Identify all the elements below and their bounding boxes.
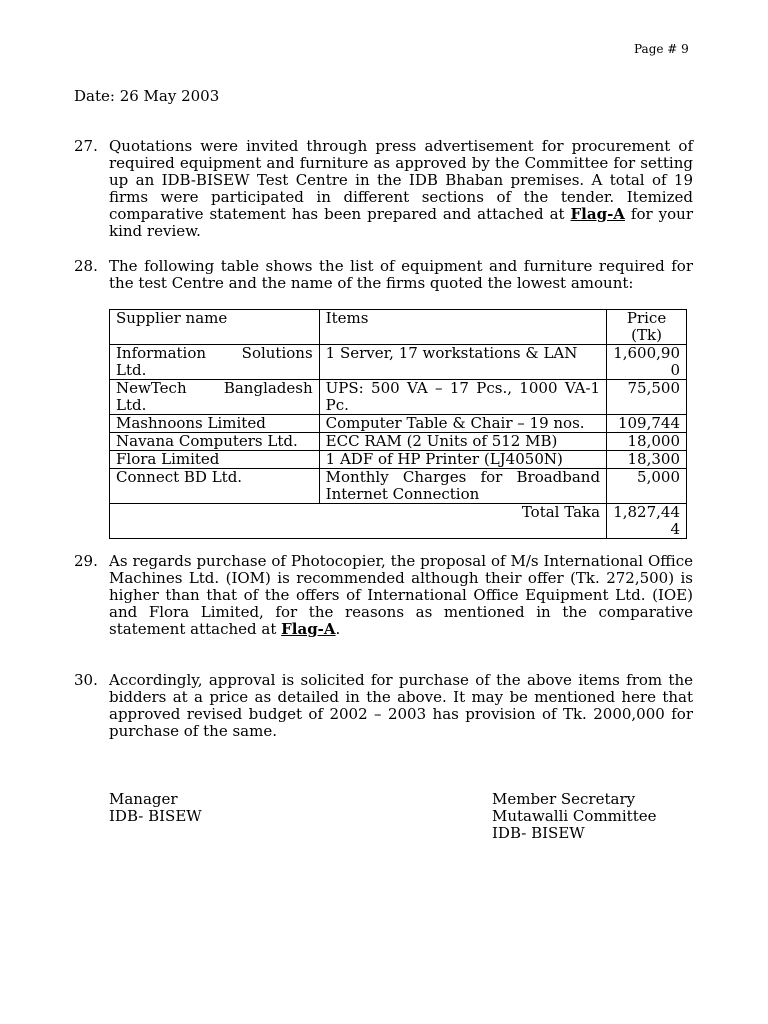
paragraph-text: Quotations were invited through press advertisement for procurement of required equipment and furniture as approved by the Committee for setting up an IDB-BISEW Test Centre in the IDB Bhaban premises. A total of 19 firms were participated in different sections of the tender. Itemized comparative statement has been prepared and attached at (109, 137, 693, 223)
paragraph-number: 30. (74, 671, 98, 689)
price-cell: 75,500 (607, 380, 687, 415)
table-total-row (110, 504, 687, 539)
supplier-cell: Mashnoons Limited (110, 415, 320, 433)
items-cell: ECC RAM (2 Units of 512 MB) (319, 433, 606, 451)
paragraph-number: 27. (74, 137, 98, 155)
flag-reference: Flag-A (281, 620, 336, 638)
items-cell: Monthly Charges for Broadband Internet Connection (319, 469, 606, 504)
supplier-cell: NewTech Bangladesh Ltd. (110, 380, 320, 415)
table-row (110, 415, 687, 433)
paragraph-body (109, 553, 693, 638)
supplier-cell: Connect BD Ltd. (110, 469, 320, 504)
items-cell: Computer Table & Chair – 19 nos. (319, 415, 606, 433)
paragraph-text: As regards purchase of Photocopier, the proposal of M/s International Office Machines Ltd. (IOM) is recommended although their offer (Tk. 272,500) is higher than that of the offers of International Office Equipment Ltd. (IOE) and Flora Limited, for the reasons as mentioned in the comparative statement attached at (109, 552, 693, 638)
paragraph-28 (74, 258, 693, 292)
price-cell: 18,300 (607, 451, 687, 469)
price-cell: 18,000 (607, 433, 687, 451)
signature-title: Manager (109, 790, 178, 808)
signature-org: IDB- BISEW (492, 824, 585, 842)
signature-manager (109, 791, 202, 825)
items-cell: UPS: 500 VA – 17 Pcs., 1000 VA-1 Pc. (319, 380, 606, 415)
table-row (110, 380, 687, 415)
price-cell: 109,744 (607, 415, 687, 433)
paragraph-number: 29. (74, 552, 98, 570)
paragraph-29 (74, 553, 693, 638)
total-label: Total Taka (110, 504, 607, 539)
table-row (110, 345, 687, 380)
document-date: Date: 26 May 2003 (74, 87, 220, 105)
signature-committee: Mutawalli Committee (492, 807, 657, 825)
total-value: 1,827,444 (607, 504, 687, 539)
signature-org: IDB- BISEW (109, 807, 202, 825)
signature-member-secretary (492, 791, 657, 842)
paragraph-text-end: . (335, 620, 341, 638)
paragraph-text-end: for your kind review. (109, 205, 694, 240)
table-row (110, 451, 687, 469)
paragraph-body (109, 138, 693, 240)
paragraph-body: Accordingly, approval is solicited for purchase of the above items from the bidders at a price as detailed in the above. It may be mentioned here that approved revised budget of 2002 – 2003 has provision of Tk. 2000,000 for purchase of the same. (109, 671, 693, 740)
items-cell: 1 ADF of HP Printer (LJ4050N) (319, 451, 606, 469)
items-cell: 1 Server, 17 workstations & LAN (319, 345, 606, 380)
signature-title: Member Secretary (492, 790, 636, 808)
table-header-row (110, 310, 687, 345)
header-supplier: Supplier name (110, 310, 320, 345)
header-price: Price (Tk) (607, 310, 687, 345)
flag-reference: Flag-A (570, 205, 625, 223)
supplier-cell: Information Solutions Ltd. (110, 345, 320, 380)
paragraph-27 (74, 138, 693, 240)
price-cell: 5,000 (607, 469, 687, 504)
table-row (110, 469, 687, 504)
supplier-cell: Flora Limited (110, 451, 320, 469)
supplier-cell: Navana Computers Ltd. (110, 433, 320, 451)
paragraph-number: 28. (74, 257, 98, 275)
paragraph-30 (74, 672, 693, 740)
lowest-quotes-table (109, 309, 687, 539)
paragraph-body: The following table shows the list of equipment and furniture required for the test Centre and the name of the firms quoted the lowest amount: (109, 257, 693, 292)
price-cell: 1,600,900 (607, 345, 687, 380)
header-items: Items (319, 310, 606, 345)
page-number: Page # 9 (634, 42, 689, 56)
table-row (110, 433, 687, 451)
